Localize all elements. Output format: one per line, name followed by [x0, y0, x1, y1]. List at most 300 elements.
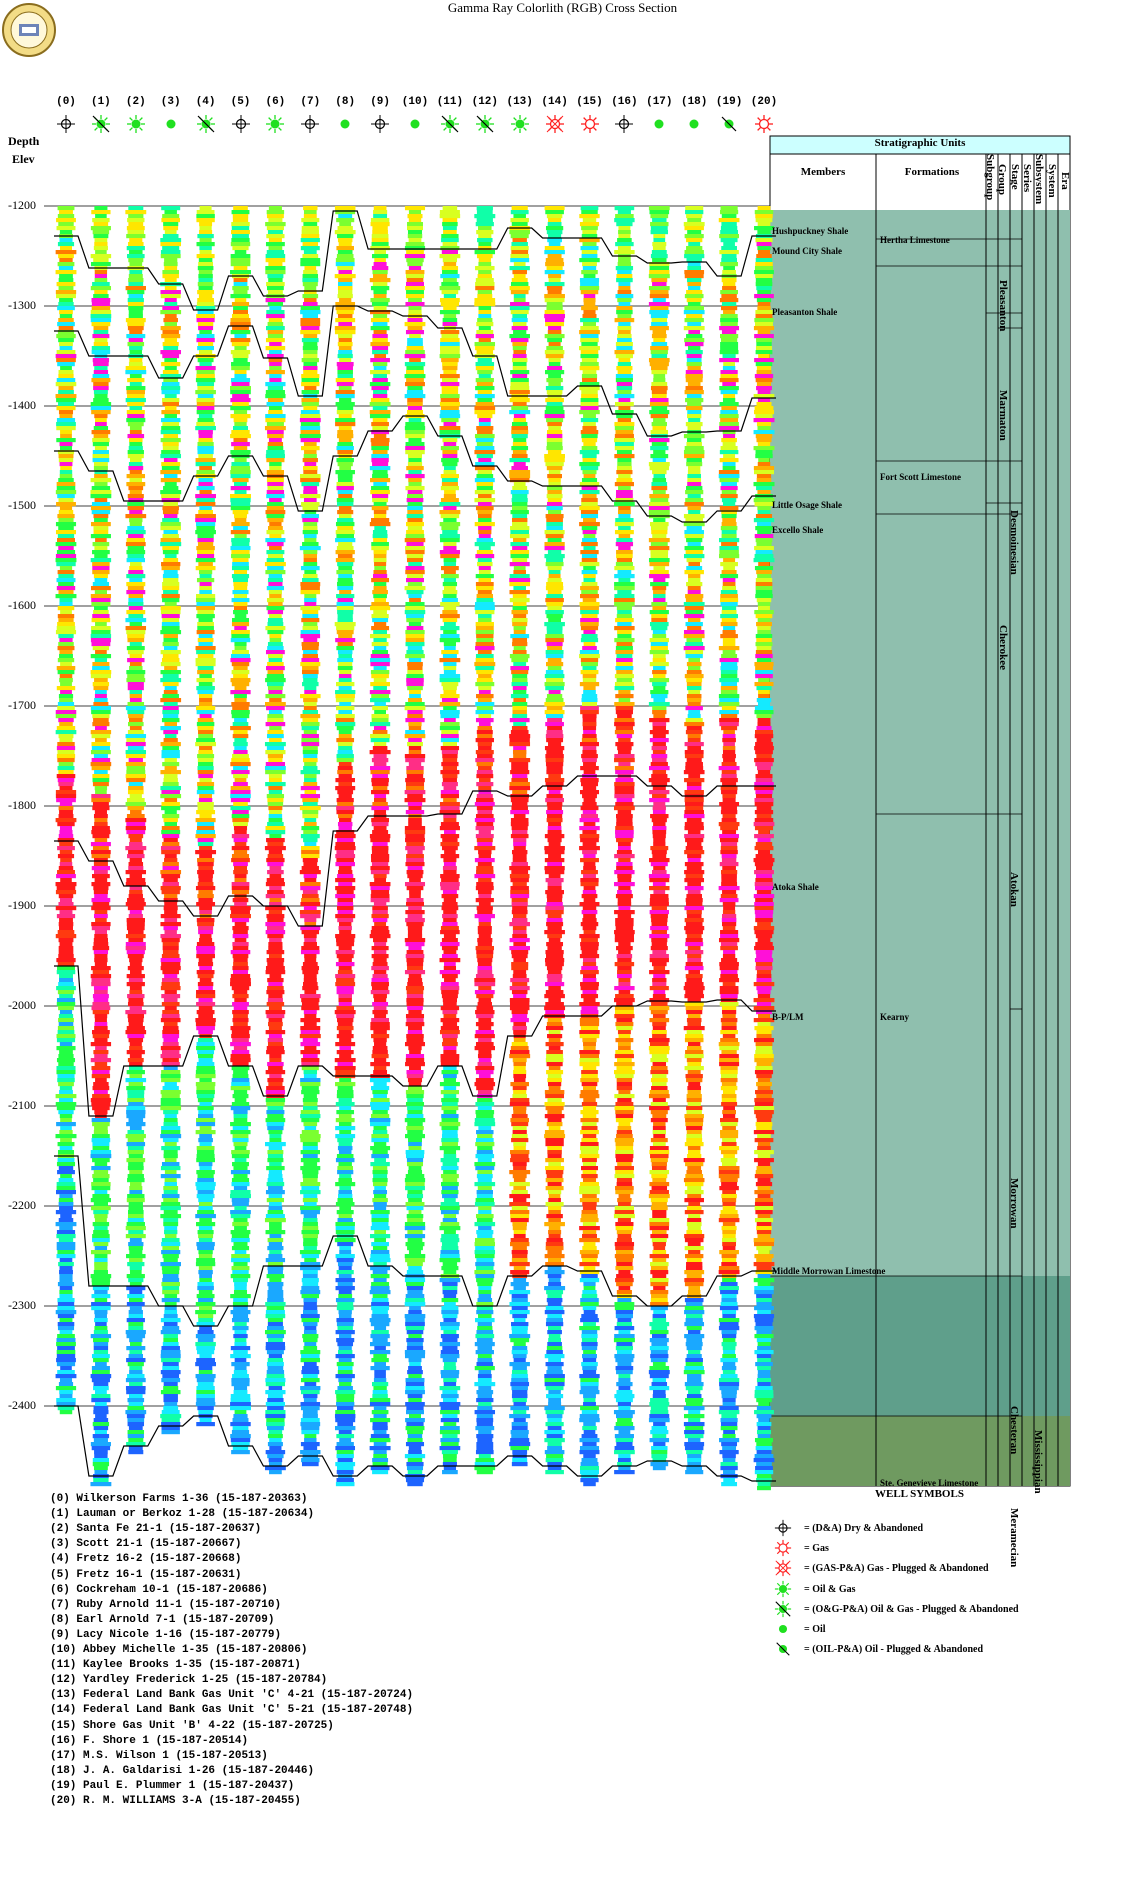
colorlith-band	[337, 1166, 353, 1170]
colorlith-band	[163, 486, 178, 490]
colorlith-band	[232, 1138, 248, 1142]
depth-tick-label: -2000	[8, 998, 36, 1012]
colorlith-band	[409, 690, 421, 694]
colorlith-band	[371, 1098, 390, 1102]
colorlith-band	[371, 1274, 390, 1278]
colorlith-band	[476, 378, 494, 382]
colorlith-band	[548, 1418, 562, 1422]
colorlith-band	[232, 1162, 249, 1166]
colorlith-band	[580, 834, 600, 838]
colorlith-band	[546, 1058, 564, 1062]
colorlith-band	[59, 602, 72, 606]
colorlith-band	[442, 974, 458, 978]
colorlith-band	[231, 242, 250, 246]
colorlith-band	[56, 398, 76, 402]
colorlith-band	[582, 438, 597, 442]
colorlith-band	[198, 898, 212, 902]
colorlith-band	[126, 590, 145, 594]
colorlith-band	[581, 394, 598, 398]
colorlith-band	[162, 506, 179, 510]
depth-tick-label: -1500	[8, 498, 36, 512]
colorlith-band	[479, 1294, 491, 1298]
colorlith-band	[582, 478, 597, 482]
colorlith-band	[338, 882, 352, 886]
colorlith-band	[339, 1122, 352, 1126]
colorlith-band	[232, 622, 249, 626]
colorlith-band	[478, 766, 492, 770]
colorlith-band	[303, 1322, 317, 1326]
colorlith-band	[269, 590, 282, 594]
colorlith-band	[545, 410, 565, 414]
colorlith-band	[582, 750, 596, 754]
colorlith-band	[476, 482, 493, 486]
colorlith-band	[160, 454, 181, 458]
colorlith-band	[231, 1054, 251, 1058]
colorlith-band	[339, 1142, 352, 1146]
colorlith-band	[337, 442, 353, 446]
colorlith-band	[304, 1202, 317, 1206]
colorlith-band	[196, 1082, 216, 1086]
colorlith-band	[513, 1086, 527, 1090]
colorlith-band	[513, 1162, 527, 1166]
colorlith-band	[439, 510, 460, 514]
colorlith-band	[545, 598, 564, 602]
colorlith-band	[405, 374, 426, 378]
colorlith-band	[547, 642, 563, 646]
colorlith-band	[128, 1438, 143, 1442]
colorlith-band	[408, 310, 421, 314]
colorlith-band	[266, 314, 285, 318]
colorlith-band	[337, 382, 354, 386]
colorlith-band	[583, 690, 596, 694]
colorlith-band	[478, 1378, 492, 1382]
colorlith-band	[161, 1354, 181, 1358]
colorlith-band	[512, 642, 527, 646]
colorlith-band	[407, 1214, 424, 1218]
colorlith-band	[58, 338, 74, 342]
colorlith-band	[440, 410, 459, 414]
colorlith-band	[301, 234, 319, 238]
colorlith-band	[94, 1254, 107, 1258]
colorlith-band	[475, 490, 495, 494]
colorlith-band	[582, 454, 596, 458]
colorlith-band	[373, 1046, 388, 1050]
colorlith-band	[441, 1266, 458, 1270]
colorlith-band	[199, 798, 212, 802]
colorlith-band	[198, 838, 214, 842]
colorlith-band	[268, 942, 282, 946]
colorlith-band	[441, 1310, 458, 1314]
colorlith-band	[266, 1342, 285, 1346]
colorlith-band	[267, 958, 285, 962]
colorlith-band	[581, 430, 598, 434]
colorlith-band	[512, 342, 527, 346]
colorlith-band	[93, 1146, 110, 1150]
colorlith-band	[198, 1330, 214, 1334]
colorlith-band	[269, 1034, 282, 1038]
colorlith-band	[546, 654, 564, 658]
colorlith-band	[511, 730, 529, 734]
colorlith-band	[233, 1278, 248, 1282]
colorlith-band	[301, 1358, 320, 1362]
colorlith-band	[336, 402, 355, 406]
colorlith-band	[583, 686, 595, 690]
colorlith-band	[370, 690, 391, 694]
colorlith-band	[199, 330, 211, 334]
colorlith-band	[546, 418, 563, 422]
colorlith-band	[440, 770, 459, 774]
colorlith-band	[374, 1194, 386, 1198]
colorlith-band	[441, 1306, 458, 1310]
colorlith-band	[231, 222, 249, 226]
colorlith-band	[475, 554, 494, 558]
colorlith-band	[509, 1334, 530, 1338]
colorlith-band	[370, 1162, 389, 1166]
colorlith-band	[165, 1114, 177, 1118]
colorlith-band	[230, 386, 251, 390]
colorlith-band	[442, 222, 458, 226]
colorlith-band	[514, 462, 526, 466]
colorlith-band	[478, 1126, 491, 1130]
colorlith-band	[372, 1310, 388, 1314]
well-column	[195, 206, 216, 1426]
colorlith-band	[512, 1394, 528, 1398]
colorlith-band	[511, 950, 528, 954]
colorlith-band	[302, 1462, 319, 1466]
colorlith-band	[338, 1262, 352, 1266]
colorlith-band	[127, 390, 145, 394]
colorlith-band	[301, 566, 320, 570]
colorlith-band	[441, 526, 458, 530]
colorlith-band	[443, 998, 457, 1002]
colorlith-band	[476, 950, 493, 954]
colorlith-band	[126, 934, 146, 938]
colorlith-band	[230, 498, 250, 502]
colorlith-band	[200, 582, 212, 586]
colorlith-band	[477, 510, 492, 514]
colorlith-band	[130, 622, 142, 626]
colorlith-band	[91, 1182, 110, 1186]
colorlith-band	[582, 850, 597, 854]
colorlith-band	[370, 342, 389, 346]
colorlith-band	[513, 1022, 526, 1026]
colorlith-band	[92, 1446, 110, 1450]
colorlith-band	[234, 606, 247, 610]
colorlith-band	[130, 886, 142, 890]
colorlith-band	[477, 206, 493, 210]
colorlith-band	[339, 958, 352, 962]
colorlith-band	[405, 790, 426, 794]
colorlith-band	[548, 1082, 561, 1086]
colorlith-band	[370, 722, 390, 726]
colorlith-band	[510, 534, 529, 538]
colorlith-band	[161, 670, 181, 674]
colorlith-band	[94, 394, 107, 398]
colorlith-band	[579, 654, 600, 658]
colorlith-band	[129, 314, 143, 318]
colorlith-band	[60, 442, 73, 446]
colorlith-band	[59, 1098, 73, 1102]
colorlith-band	[512, 1330, 528, 1334]
colorlith-band	[582, 250, 598, 254]
colorlith-band	[374, 1006, 387, 1010]
colorlith-band	[338, 1218, 353, 1222]
colorlith-band	[405, 286, 425, 290]
colorlith-band	[129, 1338, 142, 1342]
colorlith-band	[370, 1446, 391, 1450]
colorlith-band	[57, 706, 74, 710]
colorlith-band	[339, 762, 352, 766]
colorlith-band	[440, 1438, 459, 1442]
colorlith-band	[477, 706, 493, 710]
colorlith-band	[443, 618, 458, 622]
colorlith-band	[544, 702, 564, 706]
colorlith-band	[443, 910, 456, 914]
colorlith-band	[512, 1250, 528, 1254]
colorlith-band	[441, 650, 458, 654]
colorlith-band	[474, 410, 495, 414]
colorlith-band	[442, 846, 458, 850]
colorlith-band	[441, 234, 458, 238]
colorlith-band	[302, 278, 318, 282]
colorlith-band	[338, 766, 353, 770]
colorlith-band	[56, 290, 76, 294]
colorlith-band	[476, 1310, 493, 1314]
colorlith-band	[302, 542, 318, 546]
colorlith-band	[336, 1298, 355, 1302]
colorlith-band	[58, 982, 74, 986]
colorlith-band	[442, 1042, 458, 1046]
colorlith-band	[442, 1470, 458, 1474]
colorlith-band	[373, 1270, 388, 1274]
colorlith-band	[268, 1254, 282, 1258]
colorlith-band	[196, 1422, 215, 1426]
colorlith-band	[232, 590, 248, 594]
colorlith-band	[582, 554, 597, 558]
colorlith-band	[405, 422, 424, 426]
colorlith-band	[60, 1286, 73, 1290]
colorlith-band	[479, 326, 491, 330]
colorlith-band	[197, 254, 215, 258]
colorlith-band	[267, 434, 283, 438]
colorlith-band	[91, 1098, 111, 1102]
colorlith-band	[373, 210, 387, 214]
colorlith-band	[128, 1230, 143, 1234]
colorlith-band	[336, 1110, 354, 1114]
colorlith-band	[406, 770, 423, 774]
colorlith-band	[442, 266, 458, 270]
colorlith-band	[234, 586, 247, 590]
colorlith-band	[546, 1178, 564, 1182]
colorlith-band	[197, 382, 214, 386]
colorlith-band	[512, 1294, 528, 1298]
colorlith-band	[547, 214, 562, 218]
colorlith-band	[405, 446, 425, 450]
colorlith-band	[513, 602, 527, 606]
colorlith-band	[266, 1118, 286, 1122]
colorlith-band	[545, 1010, 564, 1014]
colorlith-band	[544, 1374, 565, 1378]
colorlith-band	[546, 650, 564, 654]
colorlith-band	[126, 630, 145, 634]
colorlith-band	[372, 774, 388, 778]
colorlith-band	[162, 1194, 180, 1198]
colorlith-band	[405, 702, 424, 706]
colorlith-band	[127, 1034, 144, 1038]
colorlith-band	[339, 818, 351, 822]
colorlith-band	[59, 274, 73, 278]
colorlith-band	[406, 786, 424, 790]
colorlith-band	[336, 1278, 355, 1282]
colorlith-band	[59, 842, 73, 846]
colorlith-band	[373, 1178, 388, 1182]
colorlith-band	[370, 1290, 391, 1294]
colorlith-band	[127, 950, 145, 954]
colorlith-band	[300, 634, 320, 638]
colorlith-band	[269, 1206, 283, 1210]
colorlith-band	[474, 846, 495, 850]
colorlith-band	[93, 902, 110, 906]
colorlith-band	[443, 758, 457, 762]
colorlith-band	[267, 746, 284, 750]
colorlith-band	[545, 322, 564, 326]
colorlith-band	[407, 398, 423, 402]
colorlith-band	[234, 1342, 246, 1346]
colorlith-band	[199, 222, 212, 226]
colorlith-band	[513, 1246, 527, 1250]
colorlith-band	[234, 738, 246, 742]
colorlith-band	[477, 838, 493, 842]
colorlith-band	[300, 882, 320, 886]
colorlith-band	[478, 530, 491, 534]
colorlith-band	[91, 922, 110, 926]
colorlith-band	[579, 238, 599, 242]
colorlith-band	[231, 318, 251, 322]
colorlith-band	[406, 1202, 425, 1206]
colorlith-band	[164, 458, 178, 462]
colorlith-band	[584, 302, 596, 306]
colorlith-band	[335, 622, 356, 626]
colorlith-band	[161, 478, 181, 482]
colorlith-band	[374, 942, 386, 946]
colorlith-band	[477, 1170, 492, 1174]
colorlith-band	[477, 538, 493, 542]
colorlith-band	[199, 966, 212, 970]
colorlith-band	[232, 314, 249, 318]
colorlith-band	[442, 1286, 457, 1290]
colorlith-band	[509, 1362, 529, 1366]
colorlith-band	[91, 534, 111, 538]
colorlith-band	[337, 1362, 354, 1366]
colorlith-band	[91, 598, 110, 602]
colorlith-band	[477, 1234, 492, 1238]
colorlith-band	[405, 1350, 425, 1354]
colorlith-band	[407, 994, 423, 998]
colorlith-band	[300, 806, 321, 810]
colorlith-band	[303, 406, 317, 410]
colorlith-band	[372, 954, 389, 958]
colorlith-band	[197, 302, 214, 306]
colorlith-band	[130, 374, 142, 378]
colorlith-band	[269, 246, 283, 250]
colorlith-band	[512, 1374, 528, 1378]
colorlith-band	[443, 814, 456, 818]
colorlith-band	[164, 1190, 178, 1194]
colorlith-band	[266, 1402, 285, 1406]
colorlith-band	[231, 530, 250, 534]
colorlith-band	[127, 634, 144, 638]
colorlith-band	[478, 1386, 491, 1390]
colorlith-band	[373, 1454, 387, 1458]
colorlith-band	[93, 1210, 108, 1214]
colorlith-band	[442, 270, 458, 274]
colorlith-band	[268, 1290, 284, 1294]
colorlith-band	[198, 1318, 213, 1322]
colorlith-band	[582, 378, 597, 382]
colorlith-band	[161, 846, 180, 850]
colorlith-band	[126, 366, 146, 370]
colorlith-band	[128, 258, 143, 262]
colorlith-band	[93, 1242, 108, 1246]
colorlith-band	[337, 518, 353, 522]
colorlith-band	[301, 794, 320, 798]
colorlith-band	[58, 1030, 75, 1034]
colorlith-band	[373, 482, 387, 486]
colorlith-band	[407, 1110, 422, 1114]
colorlith-band	[60, 674, 73, 678]
colorlith-band	[337, 790, 353, 794]
colorlith-band	[233, 870, 248, 874]
colorlith-band	[583, 322, 596, 326]
colorlith-band	[196, 1066, 215, 1070]
colorlith-band	[195, 1018, 215, 1022]
colorlith-band	[196, 1386, 214, 1390]
colorlith-band	[547, 626, 563, 630]
colorlith-band	[546, 698, 564, 702]
colorlith-band	[514, 630, 526, 634]
colorlith-band	[336, 1230, 355, 1234]
colorlith-band	[94, 290, 107, 294]
colorlith-band	[304, 1398, 317, 1402]
colorlith-band	[478, 850, 491, 854]
colorlith-band	[57, 322, 75, 326]
colorlith-band	[477, 910, 492, 914]
colorlith-band	[162, 1278, 179, 1282]
colorlith-band	[548, 666, 562, 670]
colorlith-band	[441, 854, 460, 858]
colorlith-band	[405, 734, 426, 738]
colorlith-band	[405, 1386, 424, 1390]
colorlith-band	[92, 722, 109, 726]
colorlith-band	[476, 1130, 493, 1134]
colorlith-band	[232, 478, 248, 482]
colorlith-band	[512, 318, 528, 322]
colorlith-band	[57, 870, 75, 874]
colorlith-band	[60, 366, 72, 370]
colorlith-band	[196, 1086, 214, 1090]
colorlith-band	[91, 1294, 110, 1298]
colorlith-band	[337, 1034, 354, 1038]
colorlith-band	[407, 962, 423, 966]
colorlith-band	[476, 506, 494, 510]
colorlith-band	[165, 278, 177, 282]
colorlith-band	[91, 286, 111, 290]
colorlith-band	[407, 966, 423, 970]
colorlith-band	[57, 1058, 75, 1062]
colorlith-band	[548, 1426, 562, 1430]
colorlith-band	[580, 742, 599, 746]
colorlith-band	[406, 542, 423, 546]
